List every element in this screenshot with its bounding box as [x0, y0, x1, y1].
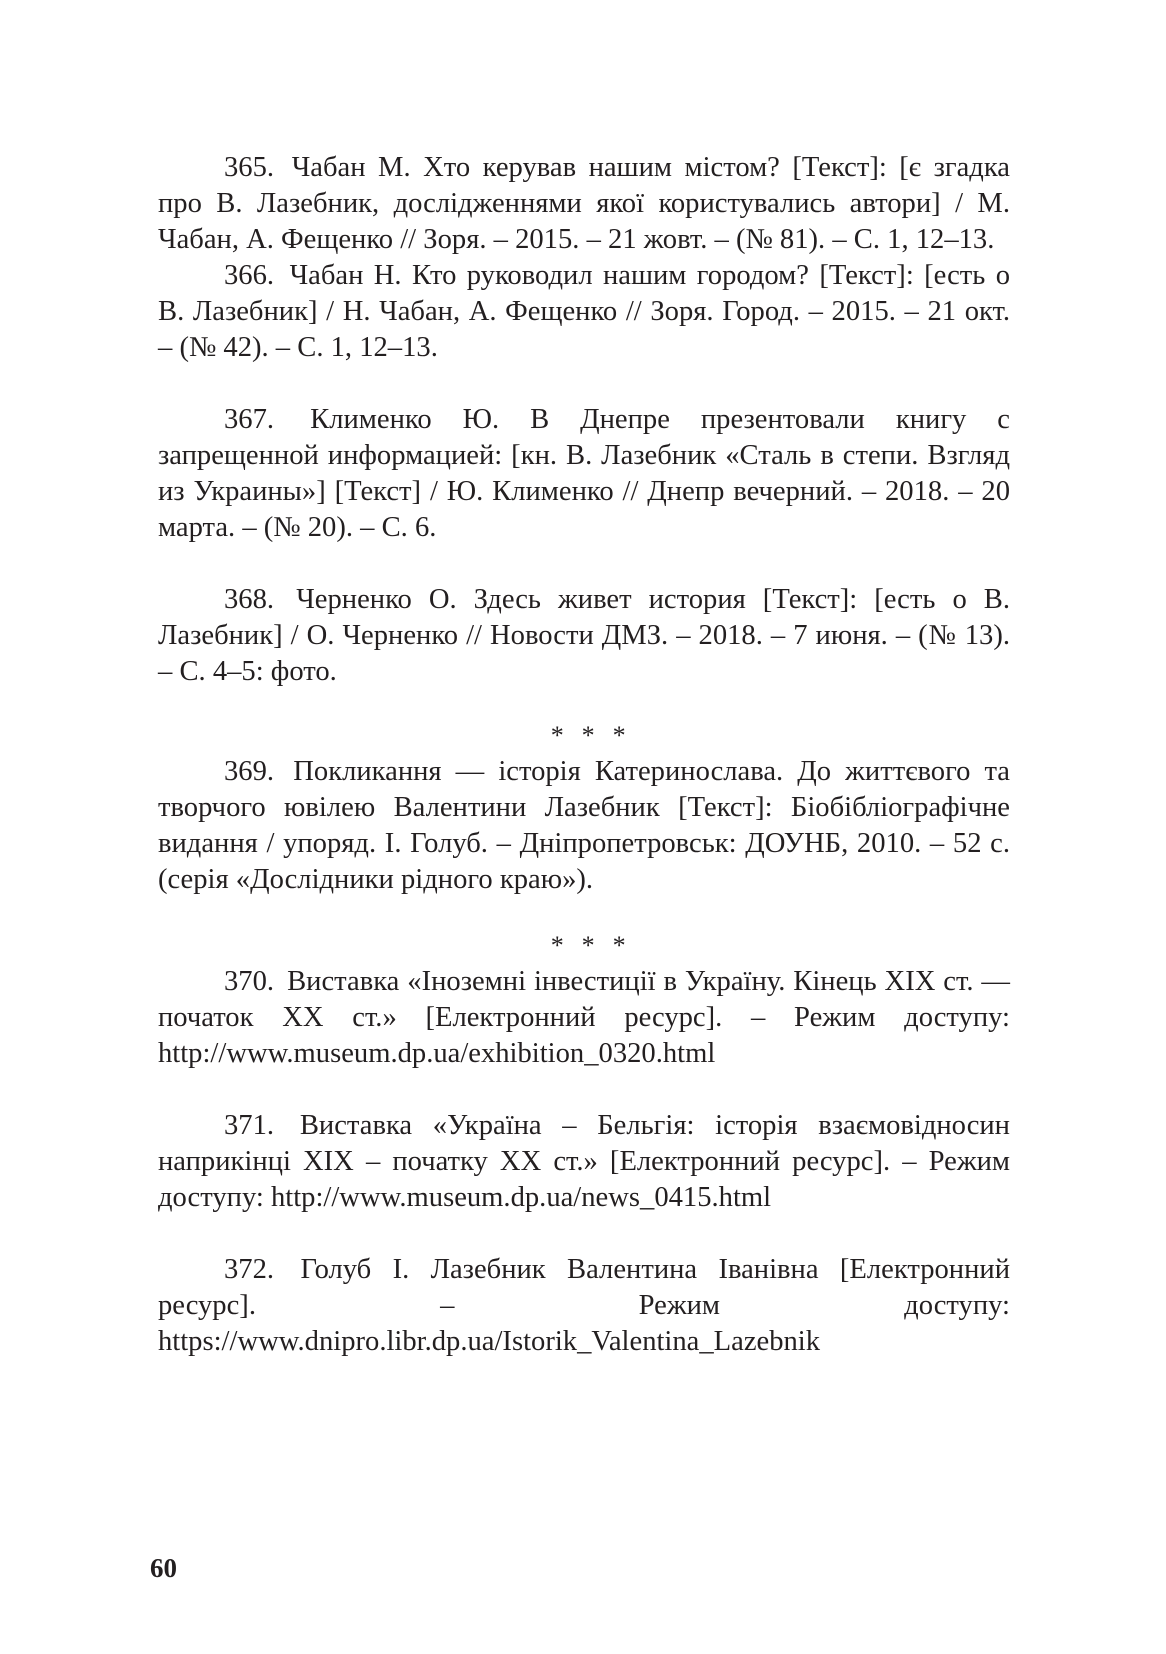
bibliography-entry-367	[158, 402, 1010, 546]
entry-number: 369.	[224, 756, 275, 787]
entry-text: Покликання — історія Катеринослава. До життєвого та творчого ювілею Валентини Лазебник [Текст]: Біобібліографічне видання / упоряд. І. Голуб. – Дніпропетровськ: ДОУНБ, 2010. – 52 с. (серія «Дослідники рідного краю»).	[158, 756, 1010, 895]
bibliography-entry-370	[158, 964, 1010, 1072]
entry-number: 365.	[224, 152, 275, 183]
bibliography-entry-366	[158, 258, 1010, 366]
bibliography-entry-371	[158, 1108, 1010, 1216]
entry-number: 367.	[224, 404, 275, 435]
entry-text: Клименко Ю. В Днепре презентовали книгу с запрещенной информацией: [кн. В. Лазебник «Сталь в степи. Взгляд из Украины»] [Текст] / Ю. Клименко // Днепр вечерний. – 2018. – 20 марта. – (№ 20). – С. 6.	[158, 404, 1010, 543]
spacer	[158, 366, 1010, 402]
spacer	[158, 546, 1010, 582]
entry-text: Черненко О. Здесь живет история [Текст]: [есть о В. Лазебник] / О. Черненко // Новости ДМЗ. – 2018. – 7 июня. – (№ 13). – С. 4–5: фото.	[158, 584, 1010, 687]
page-number: 60	[150, 1553, 177, 1583]
spacer	[158, 1216, 1010, 1252]
entry-text: Чабан М. Хто керував нашим містом? [Текст]: [є згадка про В. Лазебник, дослідженнями якої користувались автори] / М. Чабан, А. Фещенко // Зоря. – 2015. – 21 жовт. – (№ 81). – С. 1, 12–13.	[158, 152, 1010, 255]
bibliography-entry-369	[158, 754, 1010, 898]
entry-text: Чабан Н. Кто руководил нашим городом? [Текст]: [есть о В. Лазебник] / Н. Чабан, А. Фещенко // Зоря. Город. – 2015. – 21 окт. – (№ 42). – С. 1, 12–13.	[158, 260, 1010, 363]
bibliography-page	[158, 150, 1010, 1360]
entry-number: 371.	[224, 1110, 275, 1141]
bibliography-entry-372	[158, 1252, 1010, 1360]
entry-text: Голуб І. Лазебник Валентина Іванівна [Електронний ресурс]. – Режим доступу: https://www.dnipro.libr.dp.ua/Istorik_Valentina_Lazebnik	[158, 1254, 1010, 1357]
entry-number: 366.	[224, 260, 275, 291]
entry-number: 372.	[224, 1254, 275, 1285]
bibliography-entry-368	[158, 582, 1010, 690]
bibliography-entry-365	[158, 150, 1010, 258]
entry-number: 368.	[224, 584, 275, 615]
spacer	[158, 1072, 1010, 1108]
entry-number: 370.	[224, 966, 275, 997]
section-separator: * * *	[550, 721, 632, 750]
entry-text: Виставка «Україна – Бельгія: історія взаємовідносин наприкінці XIX – початку XX ст.» [Електронний ресурс]. – Режим доступу: http://www.museum.dp.ua/news_0415.html	[158, 1110, 1010, 1213]
entry-text: Виставка «Іноземні інвестиції в Україну. Кінець XIX ст. — початок XX ст.» [Електронний ресурс]. – Режим доступу: http://www.museum.dp.ua/exhibition_0320.html	[158, 966, 1010, 1069]
section-separator: * * *	[550, 931, 632, 960]
